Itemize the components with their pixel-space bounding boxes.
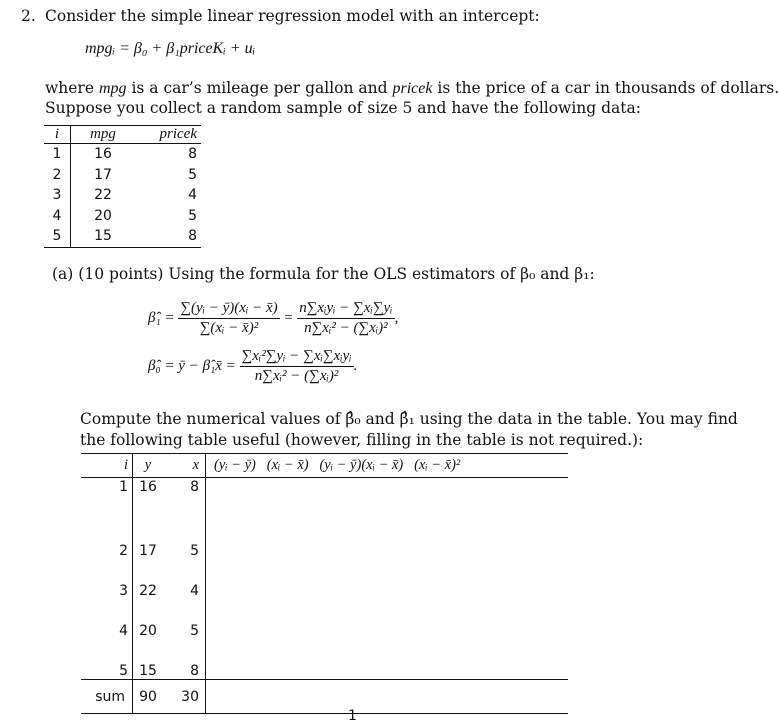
header-cross-product: (yᵢ − ȳ)(xᵢ − x̄) [319, 457, 404, 473]
table-row [44, 226, 201, 247]
header-i: i [44, 126, 71, 144]
sum-x: 30 [163, 680, 206, 714]
description-line-2: Suppose you collect a random sample of size 5 and have the following data: [45, 99, 641, 117]
sum-work-area[interactable] [206, 680, 569, 714]
desc-where: where [45, 79, 95, 97]
header-x-dev: (xᵢ − x̄) [266, 457, 309, 473]
cell-i: 1 [44, 144, 71, 165]
header-pricek: pricek [135, 126, 201, 144]
cell-y: 20 [139, 623, 157, 639]
header-i: i [81, 454, 133, 478]
data-table [44, 125, 201, 248]
cell-work-area[interactable] [206, 639, 569, 680]
cell-x: 5 [163, 599, 206, 639]
part-a-heading [52, 265, 595, 283]
cell-i: 3 [44, 185, 71, 206]
beta0-fraction [240, 348, 354, 385]
header-x: x [163, 454, 206, 478]
cell-y: 17 [139, 543, 157, 559]
cell-mpg: 22 [94, 187, 112, 204]
cell-i: 2 [44, 165, 71, 186]
sum-y: 90 [133, 680, 164, 714]
model-equation: mpgᵢ = β₀ + β₁priceKᵢ + uᵢ [85, 40, 256, 57]
cell-i: 5 [81, 639, 133, 680]
work-table [81, 453, 568, 714]
beta1-frac1-numerator: ∑(yᵢ − ȳ)(xᵢ − x̄) [178, 300, 279, 319]
cell-y: 16 [139, 479, 157, 495]
question-intro: Consider the simple linear regression model with an intercept: [45, 7, 540, 25]
beta1-frac2-denominator: n∑xᵢ² − (∑xᵢ)² [304, 320, 388, 336]
question-number: 2. [21, 7, 36, 25]
period: . [353, 357, 358, 374]
table-row [81, 519, 568, 559]
beta1-formula [148, 300, 398, 337]
cell-mpg: 16 [94, 146, 112, 163]
table-row [81, 639, 568, 680]
cell-x: 4 [163, 559, 206, 599]
cell-x: 8 [163, 478, 206, 520]
table-row [81, 599, 568, 639]
table-row [44, 206, 201, 227]
cell-mpg: 15 [71, 226, 136, 247]
header-x-dev-squared: (xᵢ − x̄)² [414, 457, 461, 473]
table-row [44, 185, 201, 206]
cell-i: 4 [81, 599, 133, 639]
cell-y: 22 [139, 583, 157, 599]
cell-i: 3 [81, 559, 133, 599]
beta0-numerator: ∑xᵢ²∑yᵢ − ∑xᵢ∑xᵢyᵢ [240, 348, 354, 367]
comma: , [394, 309, 399, 326]
desc-mid: is a car’s mileage per gallon and [131, 79, 388, 97]
beta1-lhs: β̂₁ = [148, 309, 175, 326]
cell-pricek: 8 [188, 146, 197, 163]
cell-work-area[interactable] [206, 599, 569, 639]
cell-mpg: 17 [94, 166, 112, 183]
part-a-text: Using the formula for the OLS estimators of β₀ and β₁: [168, 265, 595, 283]
cell-x: 5 [163, 519, 206, 559]
cell-pricek: 5 [188, 207, 197, 224]
table-row [81, 559, 568, 599]
header-mpg: mpg [71, 126, 136, 144]
data-table-header [44, 126, 201, 144]
cell-x: 8 [163, 639, 206, 680]
cell-work-area[interactable] [206, 519, 569, 559]
table-row [44, 165, 201, 186]
description-line-1 [45, 79, 779, 98]
compute-line-1: Compute the numerical values of β̂₀ and β̂₁ using the data in the table. You may find [80, 410, 738, 428]
cell-i: 4 [44, 206, 71, 227]
cell-i: 2 [81, 519, 133, 559]
beta0-formula [148, 348, 357, 385]
page-number: 1 [348, 708, 357, 724]
beta1-frac1-denominator: ∑(xᵢ − x̄)² [199, 320, 259, 336]
desc-mpg: mpg [98, 80, 127, 97]
beta1-fraction-2 [297, 300, 394, 337]
equals-sign: = [283, 309, 294, 326]
cell-mpg: 20 [94, 207, 112, 224]
sum-label: sum [81, 680, 133, 714]
part-a-label: (a) [52, 265, 74, 283]
cell-y: 15 [139, 663, 157, 679]
cell-pricek: 5 [188, 166, 197, 183]
cell-work-area[interactable] [206, 478, 569, 520]
cell-pricek: 8 [135, 226, 201, 247]
beta1-frac2-numerator: n∑xᵢyᵢ − ∑xᵢ∑yᵢ [297, 300, 394, 319]
beta0-denominator: n∑xᵢ² − (∑xᵢ)² [254, 368, 339, 384]
compute-line-2: the following table useful (however, filling in the table is not required.): [80, 431, 644, 449]
header-computations [206, 454, 569, 478]
beta0-lhs: β̂₀ = ȳ − β̂₁x̄ = [148, 357, 236, 374]
cell-work-area[interactable] [206, 559, 569, 599]
cell-pricek: 4 [188, 187, 197, 204]
part-a-points: (10 points) [78, 265, 164, 283]
desc-end: is the price of a car in thousands of dollars. [437, 79, 779, 97]
cell-i: 1 [81, 478, 133, 520]
desc-pricek: pricek [392, 80, 433, 97]
work-table-header [81, 454, 568, 478]
sum-row [81, 680, 568, 714]
beta1-fraction-1 [178, 300, 279, 337]
header-y-dev: (yᵢ − ȳ) [214, 457, 256, 473]
cell-i: 5 [44, 226, 71, 247]
table-row [44, 144, 201, 165]
header-y: y [133, 454, 164, 478]
table-row [81, 478, 568, 520]
